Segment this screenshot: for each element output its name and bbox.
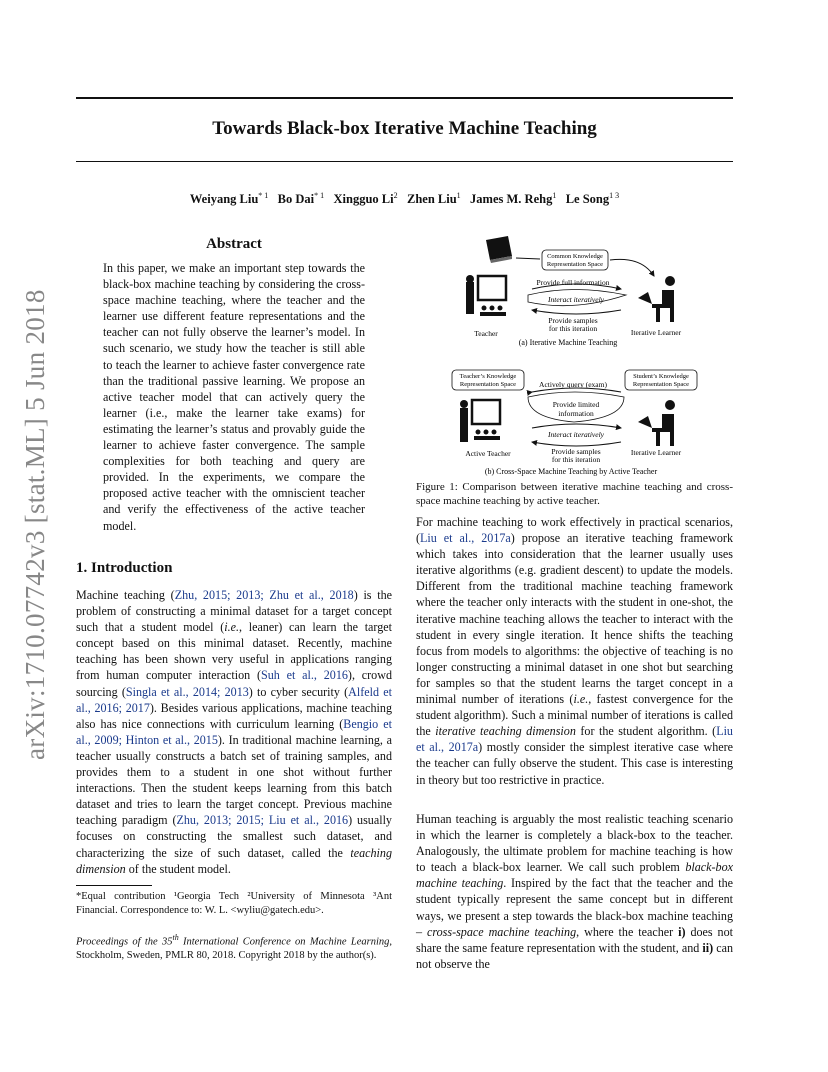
abstract-text: In this paper, we make an important step towards the black-box machine teaching by considering the cross-space machine teaching, where the teacher and the learner use different feature representations and the teacher can not fully observe the learner’s model. In such scenario, we study how the teacher is still able to teach the learner to achieve faster convergence rate than the traditional passive learning. We propose an active teacher model that can actively query the learner (i.e., make the learner take exams) for estimating the learner’s status and provably guide the learner to achieve faster convergence. The sample complexities for both teaching and query are provided. In the experiments, we compare the proposed active teacher with the omniscient teacher and verify the effectiveness of the active teacher model.	[103, 261, 365, 533]
learner-icon	[638, 276, 675, 322]
author-list: Weiyang Liu$^{* 1}$ Bo Dai$^{* 1}$ Xingguo Li$^2$ Zhen Liu$^1$ James M. Rehg$^1$ Le Song$^{1 3}$	[189, 191, 620, 207]
intro-heading: 1. Introduction	[76, 560, 173, 576]
active-teacher-icon	[460, 400, 500, 442]
subfigure-b-caption: (b) Cross-Space Machine Teaching by Active Teacher	[484, 467, 658, 476]
learner-icon	[638, 400, 675, 446]
arrow	[532, 310, 621, 314]
arrow	[532, 424, 621, 428]
top-rule	[76, 97, 733, 99]
citation-link[interactable]: Zhu, 2013; 2015; Liu et al., 2016	[176, 813, 349, 828]
paper-title: Towards Black-box Iterative Machine Teaching	[212, 118, 597, 139]
arxiv-watermark: arXiv:1710.07742v3 [stat.ML] 5 Jun 2018	[20, 289, 50, 760]
teacher-space-label: Representation Space	[459, 381, 517, 388]
provide-samples-label: for this iteration	[551, 455, 601, 464]
right-paragraph-1: For machine teaching to work effectively in practical scenarios, (Liu et al., 2017a) propose an iterative teaching framework which takes into consideration that the learner usually uses iterative algorithms (e.g. gradient descent) to update the models. Different from the traditional machine teaching framework where the teacher only interacts with the student in one-shot, the iterative machine teaching allows the teacher to interact with the student in every single iteration. It hence shifts the teaching focus from models to algorithms: the objective of teaching is no longer constructing a minimal dataset in one shot but searching for samples so that the student learns the target concept in a minimal number of iterations (i.e., fastest convergence for the student algorithm). Such a minimal number of iterations is called the iterative teaching dimension for the student algorithm. (Liu et al., 2017a) mostly consider the simplest iterative case where the teacher can fully observe the student. This case is interesting in theory but too restrictive in practice.	[416, 515, 734, 787]
teacher-label: Teacher	[474, 329, 498, 338]
common-space-label: Common Knowledge	[547, 253, 603, 260]
author: Weiyang Liu	[189, 192, 259, 207]
active-teacher-label: Active Teacher	[465, 449, 511, 458]
citation-link[interactable]: Liu et al., 2017a	[420, 531, 511, 546]
student-space-label: Representation Space	[632, 381, 690, 388]
footnote-rule	[76, 885, 152, 886]
intro-paragraph: Machine teaching (Zhu, 2015; 2013; Zhu et al., 2018) is the problem of constructing a minimal dataset for a target concept such that a student model (i.e., leaner) can learn the target concept based on this minimal dataset. Recently, machine teaching has been shown very useful in applications ranging from human computer interaction (Suh et al., 2016), crowd sourcing (Singla et al., 2014; 2013) to cyber security (Alfeld et al., 2016; 2017). Besides various applications, machine teaching also has nice connections with curriculum learning (Bengio et al., 2009; Hinton et al., 2015). In traditional machine learning, a teacher usually constructs a batch set of training samples, and provides them to a student in one shot without further interactions. Then the student keeps learning from this batch dataset and tries to learn the target concept. Previous machine teaching paradigm (Zhu, 2013; 2015; Liu et al., 2016) usually focuses on constructing the smallest such dataset, and characterizing the size of such dataset, called the teaching dimension of the student model.	[76, 588, 393, 876]
common-space-label: Representation Space	[546, 261, 604, 268]
footnote-affiliations: *Equal contribution ¹Georgia Tech ²University of Minnesota ³Ant Financial. Correspondence to: W. L. <wyliu@gatech.edu>.	[76, 891, 392, 916]
provide-samples-label: Provide samples	[551, 447, 601, 456]
citation-link[interactable]: Suh et al., 2016	[261, 668, 348, 683]
limited-info-label: Provide limited	[552, 400, 600, 409]
abstract-heading: Abstract	[206, 236, 262, 252]
author: Le Song	[565, 192, 610, 207]
figure-caption: Figure 1: Comparison between iterative machine teaching and cross-space machine teaching by active teacher.	[416, 481, 733, 507]
arrow	[610, 259, 654, 276]
title-bottom-rule	[76, 161, 733, 162]
teacher-icon	[466, 275, 506, 316]
book-icon	[486, 236, 512, 263]
iterative-learner-label: Iterative Learner	[630, 328, 682, 337]
citation-link[interactable]: Zhu, 2015; 2013; Zhu et al., 2018	[174, 588, 354, 602]
active-query-label: Actively query (exam)	[539, 380, 607, 389]
subfigure-a-caption: (a) Iterative Machine Teaching	[518, 338, 618, 347]
figure-1-diagram	[416, 232, 733, 477]
footnote-proceedings: Proceedings of the 35th International Conference on Machine Learning, Stockholm, Sweden, PMLR 80, 2018. Copyright 2018 by the author(s).	[76, 933, 392, 961]
citation-link[interactable]: Liu et al., 2017a	[416, 724, 733, 755]
arrow	[532, 442, 621, 446]
interact-label: Interact iteratively	[547, 430, 605, 439]
author: Zhen Liu	[406, 192, 457, 207]
citation-link[interactable]: Alfeld et al., 2016; 2017	[76, 684, 392, 715]
provide-full-label: Provide full information	[536, 278, 610, 287]
provide-samples-label: Provide samples	[548, 316, 598, 325]
interact-label: Interact iteratively	[547, 295, 605, 304]
provide-samples-label: for this iteration	[548, 324, 598, 333]
author: James M. Rehg	[470, 192, 553, 207]
author: Bo Dai	[277, 192, 315, 207]
limited-info-label: information	[558, 409, 594, 418]
iterative-learner-label: Iterative Learner	[630, 448, 682, 457]
arrow	[516, 258, 540, 259]
student-space-label: Student’s Knowledge	[633, 373, 689, 380]
right-paragraph-2: Human teaching is arguably the most realistic teaching scenario in which the learner is completely a black-box to the teacher. Analogously, the ultimate problem for machine teaching is how to teach a black-box learner. We call such problem black-box machine teaching. Inspired by the fact that the teacher and the student typically represent the same concept but in different ways, we present a step towards the black-box machine teaching – cross-space machine teaching, where the teacher i) does not share the same feature representation with the student, and ii) can not observe the	[416, 812, 734, 971]
teacher-space-label: Teacher’s Knowledge	[459, 373, 517, 380]
citation-link[interactable]: Bengio et al., 2009; Hinton et al., 2015	[76, 716, 393, 747]
citation-link[interactable]: Singla et al., 2014; 2013	[125, 684, 249, 699]
author: Xingguo Li	[333, 192, 394, 207]
